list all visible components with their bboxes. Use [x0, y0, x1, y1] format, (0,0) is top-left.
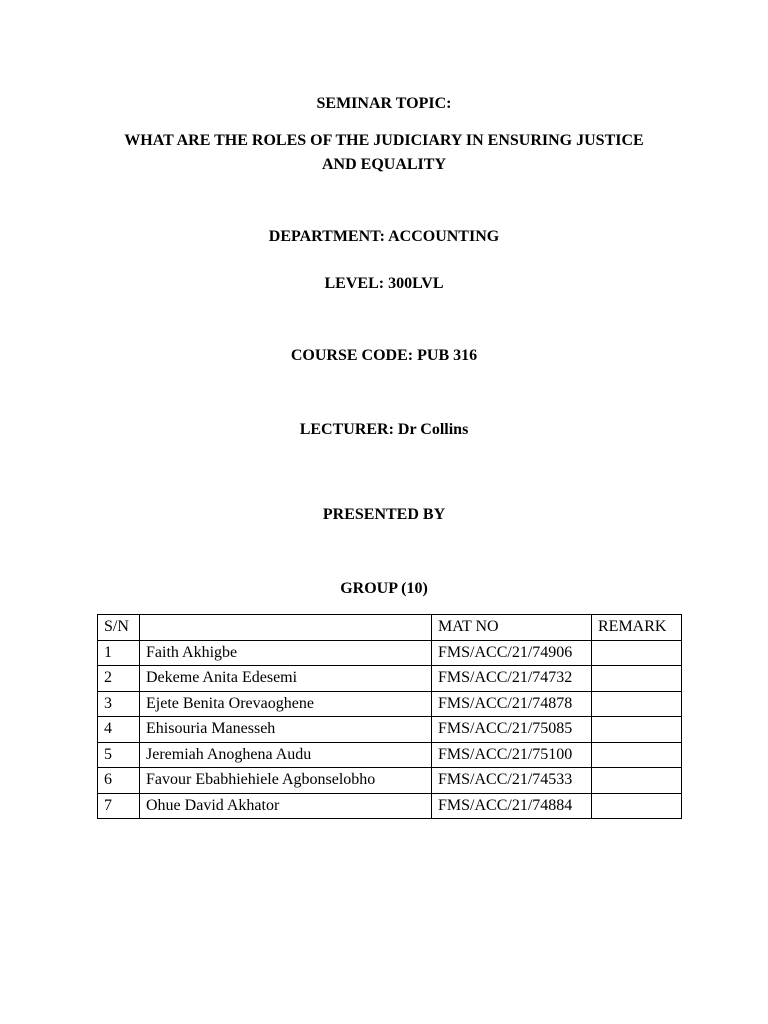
row-sn: 6	[98, 768, 140, 794]
row-sn: 3	[98, 691, 140, 717]
row-name: Dekeme Anita Edesemi	[140, 666, 432, 692]
row-remark	[592, 742, 682, 768]
table-row	[98, 666, 682, 692]
group-members-table-body	[98, 615, 682, 819]
row-name: Favour Ebabhiehiele Agbonselobho	[140, 768, 432, 794]
row-sn: 2	[98, 666, 140, 692]
table-row	[98, 742, 682, 768]
row-name: Faith Akhigbe	[140, 640, 432, 666]
table-row	[98, 691, 682, 717]
row-name: Jeremiah Anoghena Audu	[140, 742, 432, 768]
row-mat-no: FMS/ACC/21/74906	[432, 640, 592, 666]
topic-title-line-1: WHAT ARE THE ROLES OF THE JUDICIARY IN ENSURING JUSTICE	[124, 132, 644, 149]
group-members-table	[97, 614, 682, 819]
row-remark	[592, 640, 682, 666]
row-mat-no: FMS/ACC/21/74732	[432, 666, 592, 692]
topic-title-line-2: AND EQUALITY	[321, 156, 446, 173]
table-row	[98, 768, 682, 794]
row-name: Ohue David Akhator	[140, 793, 432, 819]
presented-by: PRESENTED BY	[322, 506, 446, 523]
row-name: Ehisouria Manesseh	[140, 717, 432, 743]
row-sn: 5	[98, 742, 140, 768]
course-code: COURSE CODE: PUB 316	[290, 347, 478, 364]
row-remark	[592, 768, 682, 794]
row-mat-no: FMS/ACC/21/74884	[432, 793, 592, 819]
row-remark	[592, 793, 682, 819]
row-sn: 1	[98, 640, 140, 666]
row-sn: 7	[98, 793, 140, 819]
table-row	[98, 640, 682, 666]
row-mat-no: FMS/ACC/21/74533	[432, 768, 592, 794]
row-mat-no: FMS/ACC/21/75100	[432, 742, 592, 768]
table-row	[98, 793, 682, 819]
row-remark	[592, 666, 682, 692]
lecturer: LECTURER: Dr Collins	[299, 421, 469, 438]
row-name: Ejete Benita Orevaoghene	[140, 691, 432, 717]
row-remark	[592, 691, 682, 717]
level: LEVEL: 300LVL	[324, 275, 444, 292]
seminar-topic-label: SEMINAR TOPIC:	[316, 95, 452, 112]
header-sn: S/N	[98, 615, 140, 641]
row-mat-no: FMS/ACC/21/75085	[432, 717, 592, 743]
row-sn: 4	[98, 717, 140, 743]
table-row	[98, 717, 682, 743]
row-remark	[592, 717, 682, 743]
table-header-row	[98, 615, 682, 641]
header-name	[140, 615, 432, 641]
row-mat-no: FMS/ACC/21/74878	[432, 691, 592, 717]
department: DEPARTMENT: ACCOUNTING	[268, 228, 500, 245]
group-number: GROUP (10)	[340, 580, 428, 597]
header-remark: REMARK	[592, 615, 682, 641]
header-mat-no: MAT NO	[432, 615, 592, 641]
